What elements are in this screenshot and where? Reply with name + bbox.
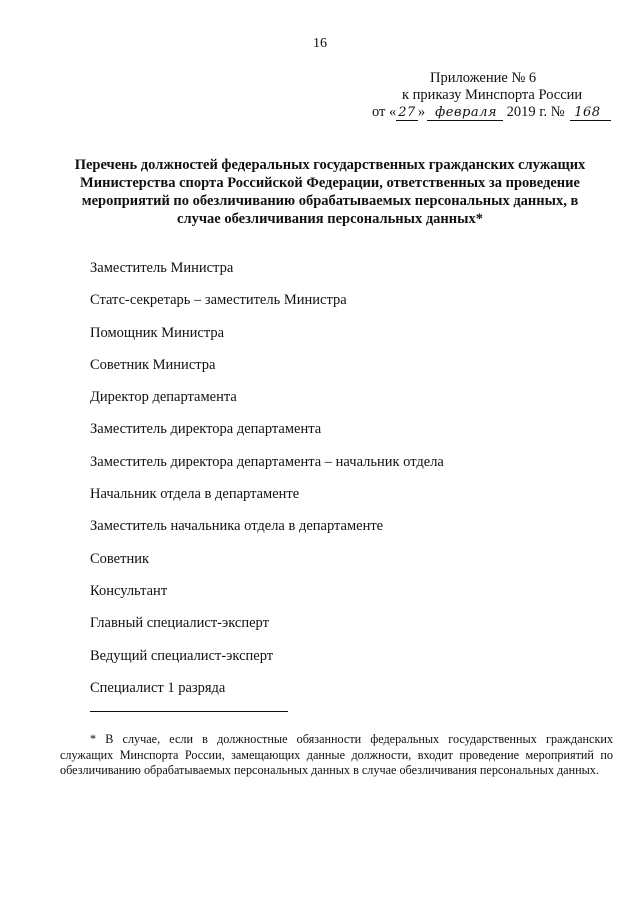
position-item: Заместитель директора департамента: [90, 421, 322, 438]
appendix-date-line: [368, 104, 604, 121]
position-item: Начальник отдела в департаменте: [90, 486, 300, 503]
position-item: Ведущий специалист-эксперт: [90, 647, 274, 664]
position-item: Советник Министра: [90, 356, 216, 373]
date-prefix: от «: [372, 104, 397, 120]
position-item: Советник: [90, 550, 150, 567]
footnote-divider: [90, 711, 288, 712]
appendix-order-ref: к приказу Минспорта России: [402, 87, 583, 103]
title-line: Министерства спорта Российской Федерации, ответственных за проведение: [80, 175, 580, 191]
page-number: 16: [313, 36, 327, 51]
position-item: Заместитель Министра: [90, 260, 234, 276]
position-item: Заместитель директора департамента – начальник отдела: [90, 453, 444, 470]
title-line: Перечень должностей федеральных государственных гражданских служащих: [74, 157, 586, 173]
title-line: случае обезличивания персональных данных*: [177, 211, 483, 227]
document-title: [60, 156, 600, 228]
appendix-header: [368, 70, 604, 121]
footnote: * В случае, если в должностные обязанности федеральных государственных гражданских служащих Минспорта России, замещающих данные должности, входит проведение мероприятий по обезличиванию обрабатываемых персональных данных в случае обезличивания персональных данных.: [60, 732, 613, 777]
appendix-title: Приложение № 6: [430, 70, 537, 86]
position-item: Специалист 1 разряда: [90, 679, 226, 696]
position-item: Помощник Министра: [90, 324, 225, 341]
position-item: Консультант: [90, 582, 168, 599]
position-item: Главный специалист-эксперт: [90, 615, 269, 632]
position-item: Директор департамента: [90, 389, 237, 406]
date-quote-close: »: [417, 104, 426, 120]
title-line: мероприятий по обезличиванию обрабатываемых персональных данных, в: [81, 193, 579, 209]
year-and-number-label: 2019 г. №: [506, 104, 565, 120]
position-item: Статс-секретарь – заместитель Министра: [90, 292, 347, 309]
handwritten-order-number: 168: [570, 106, 610, 121]
handwritten-month: февраля: [427, 106, 503, 121]
positions-list: [90, 258, 610, 710]
handwritten-day: 27: [398, 105, 416, 120]
position-item: Заместитель начальника отдела в департаменте: [90, 518, 384, 535]
